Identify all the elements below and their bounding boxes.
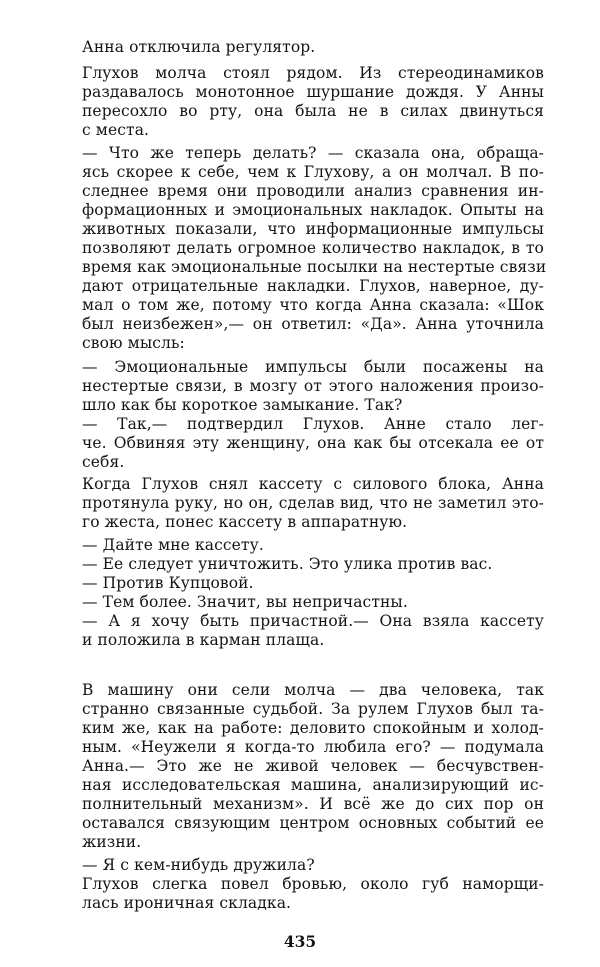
- text-line: позволяют делать огромное количество накладок, в то: [82, 239, 544, 257]
- text-line: с места.: [82, 121, 150, 139]
- text-line: полнительный механизм». И всё же до сих пор он: [82, 795, 544, 813]
- text-line: следнее время они проводили анализ сравнения ин-: [82, 182, 544, 200]
- text-line: — Дайте мне кассету.: [82, 536, 264, 554]
- text-line: животных показали, что информационные импульсы: [82, 220, 544, 238]
- text-line: — Тем более. Значит, вы непричастны.: [82, 593, 408, 611]
- text-line: странно связанные судьбой. За рулем Глухов был та-: [82, 700, 544, 718]
- text-line: мал о том же, потому что когда Анна сказала: «Шок: [82, 296, 544, 314]
- text-line: В машину они сели молча — два человека, так: [82, 681, 544, 699]
- text-line: — А я хочу быть причастной.— Она взяла кассету: [82, 612, 544, 630]
- text-line: ная исследовательская машина, анализирующий ис-: [82, 776, 544, 794]
- text-line: ясь скорее к себе, чем к Глухову, а он молчал. В по-: [82, 163, 544, 181]
- text-line: че. Обвиняя эту женщину, она как бы отсекала ее от: [82, 434, 544, 452]
- text-line: лась ироничная складка.: [82, 894, 292, 912]
- text-line: Когда Глухов снял кассету с силового блока, Анна: [82, 475, 544, 493]
- text-line: — Я с кем-нибудь дружила?: [82, 856, 315, 874]
- text-line: протянула руку, но он, сделав вид, что не заметил это-: [82, 494, 544, 512]
- text-line: раздавалось монотонное шуршание дождя. У Анны: [82, 83, 544, 101]
- text-line: себя.: [82, 453, 125, 471]
- text-line: Глухов слегка повел бровью, около губ наморщи-: [82, 875, 544, 893]
- text-line: свою мысль:: [82, 334, 185, 352]
- text-line: оставался связующим центром основных событий ее: [82, 814, 544, 832]
- text-line: шло как бы короткое замыкание. Так?: [82, 396, 403, 414]
- text-line: — Эмоциональные импульсы были посажены на: [82, 358, 544, 376]
- text-line: ным. «Неужели я когда-то любила его? — подумала: [82, 738, 544, 756]
- text-line: — Так,— подтвердил Глухов. Анне стало лег-: [82, 415, 544, 433]
- text-line: время как эмоциональные посылки на нестертые связи: [82, 258, 547, 276]
- text-line: пересохло во рту, она была не в силах двинуться: [82, 102, 544, 120]
- text-line: и положила в карман плаща.: [82, 631, 325, 649]
- text-line: — Что же теперь делать? — сказала она, обраща-: [82, 144, 544, 162]
- text-line: Анна.— Это же не живой человек — бесчувствен-: [82, 757, 544, 775]
- text-line: жизни.: [82, 833, 142, 851]
- text-line: был неизбежен»,— он ответил: «Да». Анна уточнила: [82, 315, 544, 333]
- text-line: нестертые связи, в мозгу от этого наложения произо-: [82, 377, 544, 395]
- text-line: дают отрицательные накладки. Глухов, наверное, ду-: [82, 277, 544, 295]
- page-number: 435: [283, 932, 317, 951]
- text-line: Анна отключила регулятор.: [82, 38, 316, 56]
- text-line: — Ее следует уничтожить. Это улика против вас.: [82, 555, 493, 573]
- text-line: Глухов молча стоял рядом. Из стереодинамиков: [82, 64, 544, 82]
- text-line: ким же, как на работе: деловито спокойным и холод-: [82, 719, 544, 737]
- text-line: — Против Купцовой.: [82, 574, 254, 592]
- text-line: го жеста, понес кассету в аппаратную.: [82, 513, 408, 531]
- text-line: формационных и эмоциональных накладок. Опыты на: [82, 201, 544, 219]
